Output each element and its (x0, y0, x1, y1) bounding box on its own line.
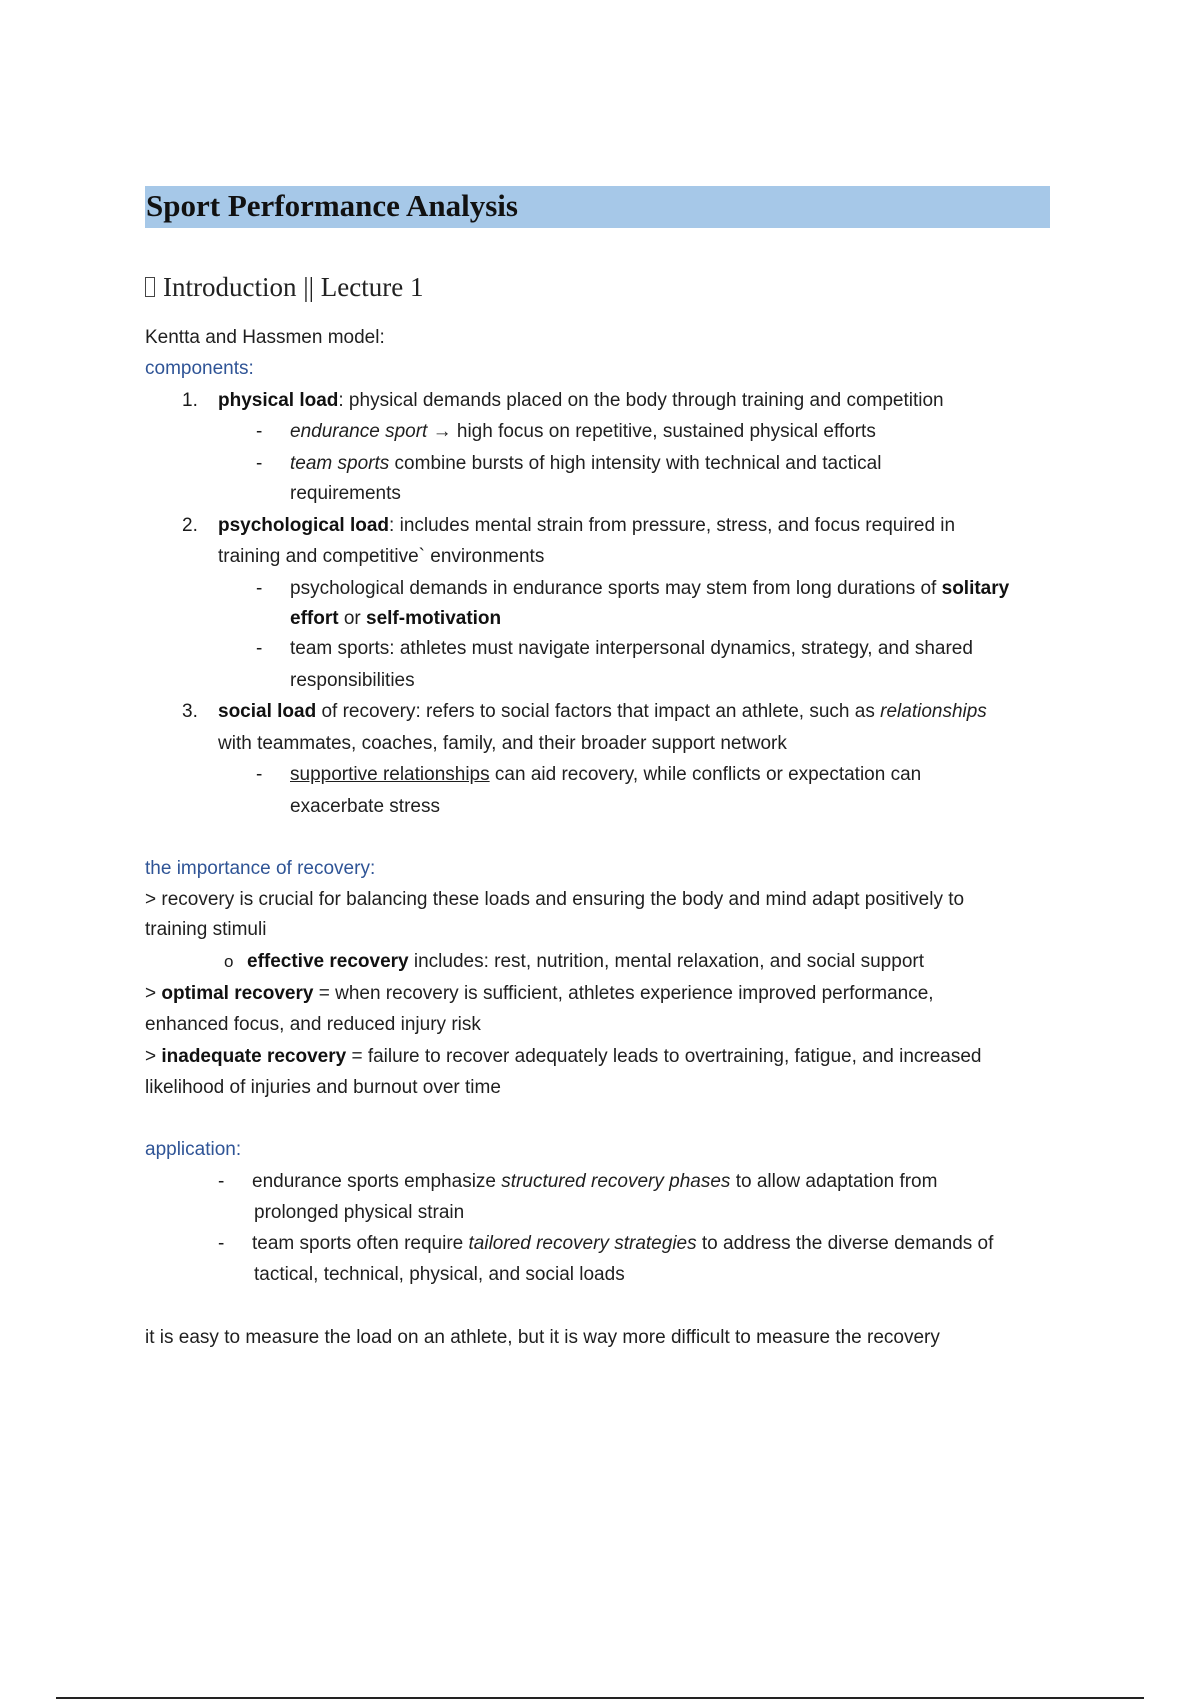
dash-bullet: - (256, 764, 263, 785)
list-item-physical-load: physical load: physical demands placed on the body through training and competition (218, 390, 944, 411)
list-item-psychological-load: psychological load: includes mental strain from pressure, stress, and focus required in (218, 515, 956, 536)
dash-bullet: - (256, 421, 263, 442)
closing-statement: it is easy to measure the load on an athlete, but it is way more difficult to measure the recovery (145, 1327, 940, 1348)
sub-item: endurance sport → high focus on repetitive, sustained physical efforts (290, 421, 876, 442)
list-number: 3. (182, 701, 198, 722)
list-item-continued: training and competitive` environments (218, 546, 545, 567)
optimal-recovery-continued: enhanced focus, and reduced injury risk (145, 1014, 481, 1035)
list-item-continued: with teammates, coaches, family, and their broader support network (218, 733, 787, 754)
missing-glyph-icon (145, 277, 155, 297)
document-title: Sport Performance Analysis (146, 188, 518, 223)
dash-bullet: - (218, 1171, 225, 1192)
sub-item-continued: requirements (290, 483, 401, 504)
list-number: 1. (182, 390, 198, 411)
effective-recovery-item: effective recovery includes: rest, nutrition, mental relaxation, and social support (247, 951, 924, 972)
application-item-continued: tactical, technical, physical, and social loads (254, 1264, 625, 1285)
dash-bullet: - (256, 638, 263, 659)
footer-rule (56, 1697, 1144, 1699)
list-number: 2. (182, 515, 198, 536)
recovery-label: the importance of recovery: (145, 858, 376, 879)
section-heading (145, 272, 423, 303)
sub-item: supportive relationships can aid recovery, while conflicts or expectation can (290, 764, 922, 785)
application-label: application: (145, 1139, 242, 1160)
sub-item: team sports combine bursts of high intensity with technical and tactical (290, 453, 882, 474)
components-label: components: (145, 358, 254, 379)
optimal-recovery: > optimal recovery = when recovery is sufficient, athletes experience improved performance, (145, 983, 934, 1004)
model-intro: Kentta and Hassmen model: (145, 327, 385, 348)
inadequate-recovery-continued: likelihood of injuries and burnout over time (145, 1077, 501, 1098)
sub-item-continued: exacerbate stress (290, 796, 440, 817)
sub-item-continued: effort or self-motivation (290, 608, 502, 629)
inadequate-recovery: > inadequate recovery = failure to recover adequately leads to overtraining, fatigue, and increased (145, 1046, 982, 1067)
recovery-paragraph-continued: training stimuli (145, 919, 267, 940)
application-item: team sports often require tailored recovery strategies to address the diverse demands of (252, 1233, 994, 1254)
section-heading-text: Introduction || Lecture 1 (163, 272, 424, 302)
application-item-continued: prolonged physical strain (254, 1202, 465, 1223)
application-item: endurance sports emphasize structured recovery phases to allow adaptation from (252, 1171, 938, 1192)
dash-bullet: - (218, 1233, 225, 1254)
recovery-paragraph: > recovery is crucial for balancing these loads and ensuring the body and mind adapt positively to (145, 889, 965, 910)
sub-item-continued: responsibilities (290, 670, 415, 691)
dash-bullet: - (256, 453, 263, 474)
sub-item: team sports: athletes must navigate interpersonal dynamics, strategy, and shared (290, 638, 973, 659)
list-item-social-load: social load of recovery: refers to social factors that impact an athlete, such as relationships (218, 701, 987, 722)
circle-bullet-icon: o (224, 952, 234, 971)
sub-item: psychological demands in endurance sports may stem from long durations of solitary (290, 578, 1010, 599)
dash-bullet: - (256, 578, 263, 599)
